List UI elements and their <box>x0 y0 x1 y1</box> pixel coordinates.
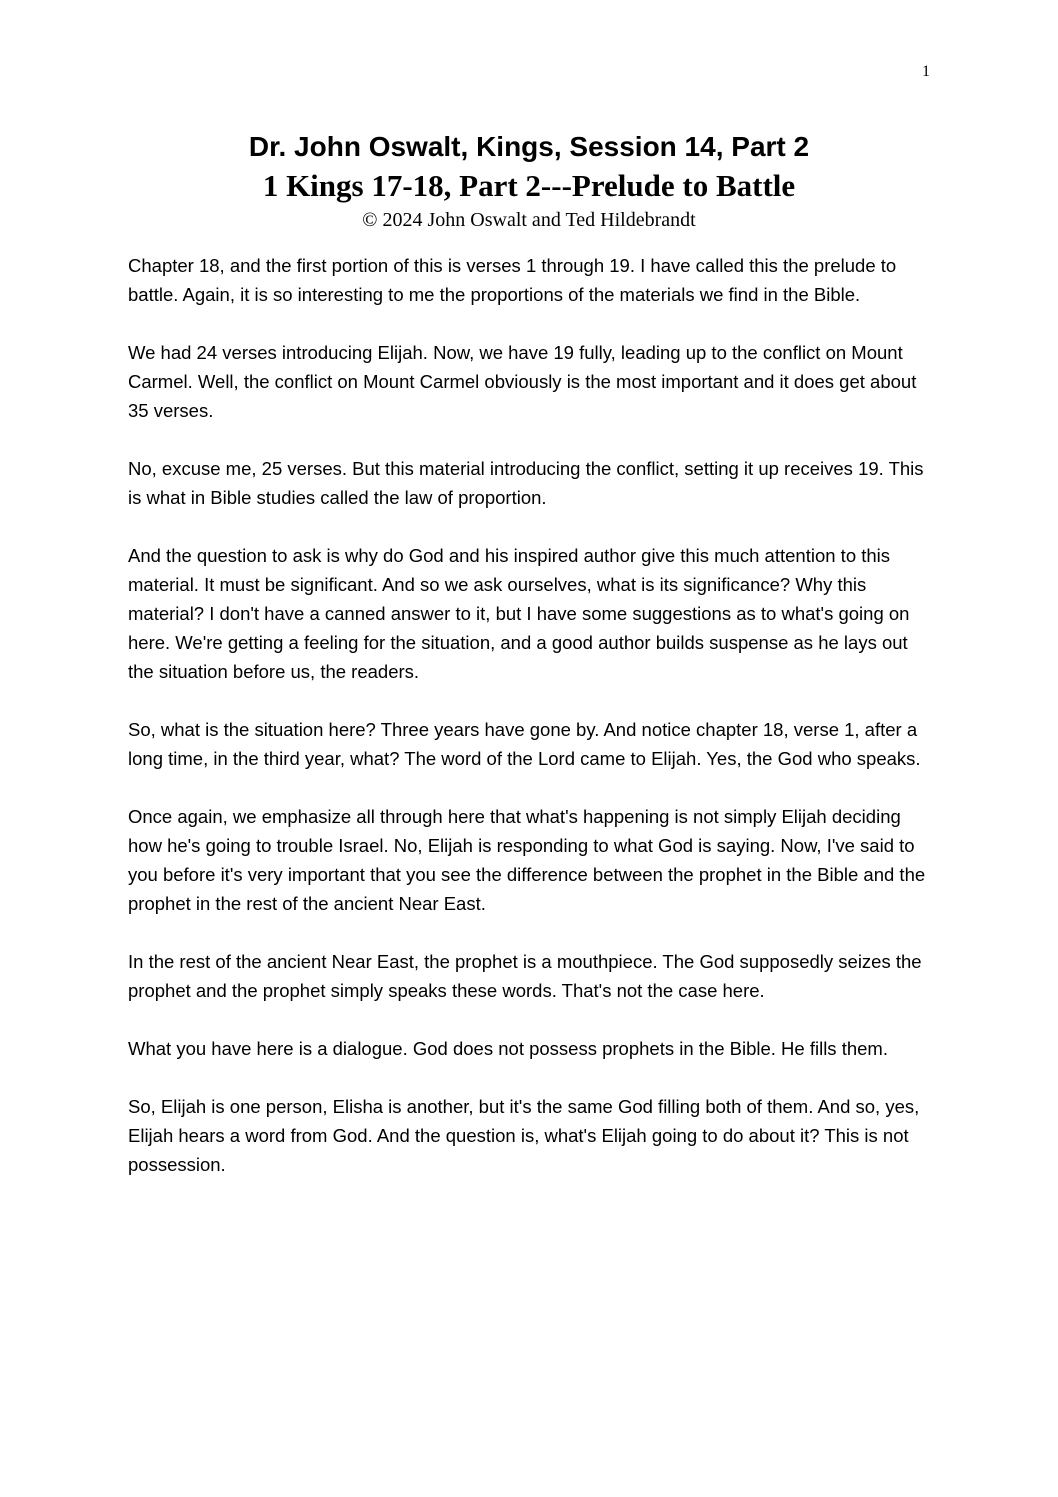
paragraph: So, Elijah is one person, Elisha is another, but it's the same God filling both of them. And so, yes, Elijah hears a word from God. And the question is, what's Elijah going to do about it? This is not possession. <box>128 1096 920 1175</box>
body-text <box>128 251 930 1179</box>
paragraph: What you have here is a dialogue. God does not possess prophets in the Bible. He fills them. <box>128 1038 888 1059</box>
page-number: 1 <box>922 63 930 80</box>
paragraph: Once again, we emphasize all through here that what's happening is not simply Elijah deciding how he's going to trouble Israel. No, Elijah is responding to what God is saying. Now, I've said to you before it's very important that you see the difference between the prophet in the Bible and the prophet in the rest of the ancient Near East. <box>128 806 926 914</box>
paragraph: Chapter 18, and the first portion of this is verses 1 through 19. I have called this the prelude to battle. Again, it is so interesting to me the proportions of the materials we find in the Bible. <box>128 255 897 305</box>
paragraph: In the rest of the ancient Near East, the prophet is a mouthpiece. The God supposedly seizes the prophet and the prophet simply speaks these words. That's not the case here. <box>128 951 922 1001</box>
paragraph: No, excuse me, 25 verses. But this material introducing the conflict, setting it up receives 19. This is what in Bible studies called the law of proportion. <box>128 458 924 508</box>
document-subtitle: 1 Kings 17-18, Part 2---Prelude to Battle <box>262 168 796 203</box>
paragraph: And the question to ask is why do God and his inspired author give this much attention to this material. It must be significant. And so we ask ourselves, what is its significance? Why this material? I don't have a canned answer to it, but I have some suggestions as to what's going on here. We're getting a feeling for the situation, and a good author builds suspense as he lays out the situation before us, the readers. <box>128 545 910 682</box>
copyright-line: © 2024 John Oswalt and Ted Hildebrandt <box>362 209 696 231</box>
paragraph: We had 24 verses introducing Elijah. Now, we have 19 fully, leading up to the conflict on Mount Carmel. Well, the conflict on Mount Carmel obviously is the most important and it does get about 35 verses. <box>128 342 917 421</box>
paragraph: So, what is the situation here? Three years have gone by. And notice chapter 18, verse 1, after a long time, in the third year, what? The word of the Lord came to Elijah. Yes, the God who speaks. <box>128 719 921 769</box>
document-title: Dr. John Oswalt, Kings, Session 14, Part 2 <box>248 131 810 162</box>
